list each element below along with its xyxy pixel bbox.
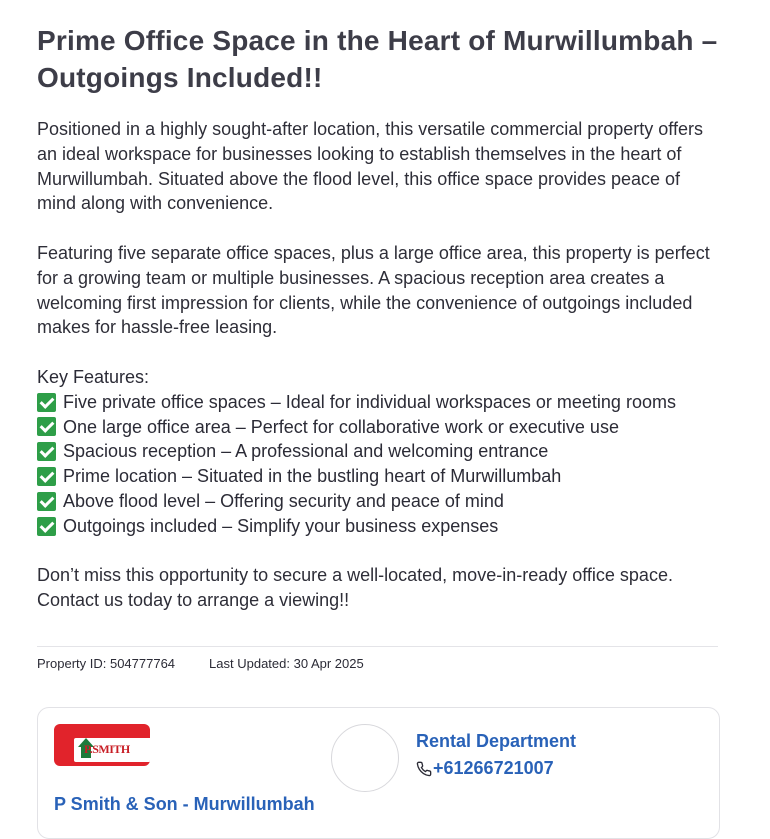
feature-text: Outgoings included – Simplify your business expenses [63, 515, 499, 536]
property-id: Property ID: 504777764 [37, 655, 176, 671]
description-paragraph-2: Featuring five separate office spaces, plus a large office area, this property is perfect for a growing team or multiple businesses. A spacious reception area creates a welcoming first impression for clients, while the convenience of outgoings included makes for hassle-free leasing. [37, 242, 710, 338]
phone-link[interactable] [416, 758, 554, 779]
feature-text: Prime location – Situated in the bustling heart of Murwillumbah [63, 466, 562, 487]
feature-list [37, 390, 718, 539]
check-box-icon [37, 442, 56, 461]
feature-item [37, 464, 718, 489]
listing-meta [37, 656, 718, 671]
check-box-icon [37, 517, 56, 536]
phone-icon [416, 761, 432, 777]
agent-name-link[interactable]: Rental Department [416, 731, 577, 751]
divider [37, 646, 718, 647]
feature-text: Above flood level – Offering security and peace of mind [63, 490, 504, 511]
check-box-icon [37, 467, 56, 486]
feature-item [37, 514, 718, 539]
feature-item [37, 415, 718, 440]
feature-item [37, 439, 718, 464]
agent-avatar [331, 724, 399, 792]
listing-title: Prime Office Space in the Heart of Murwillumbah – Outgoings Included!! [37, 25, 718, 93]
agency-logo[interactable] [54, 724, 150, 766]
feature-text: Spacious reception – A professional and welcoming entrance [63, 441, 549, 462]
agent-card [37, 707, 720, 839]
check-box-icon [37, 492, 56, 511]
feature-text: Five private office spaces – Ideal for individual workspaces or meeting rooms [63, 391, 676, 412]
feature-item [37, 489, 718, 514]
phone-number: +61266721007 [433, 758, 554, 778]
agency-name-link[interactable]: P Smith & Son - Murwillumbah [54, 794, 315, 814]
logo-text: P.SMITH [84, 742, 130, 756]
check-box-icon [37, 417, 56, 436]
description-paragraph-1: Positioned in a highly sought-after location, this versatile commercial property offers an ideal workspace for businesses looking to establish themselves in the heart of Murwillumbah. Situated above the flood level, this office space provides peace of mind along with convenience. [37, 119, 703, 214]
closing-paragraph: Don’t miss this opportunity to secure a well-located, move-in-ready office space. Contact us today to arrange a viewing!! [37, 565, 673, 611]
feature-item [37, 390, 718, 415]
key-features-label: Key Features: [37, 366, 150, 387]
last-updated: Last Updated: 30 Apr 2025 [209, 655, 364, 671]
check-box-icon [37, 393, 56, 412]
feature-text: One large office area – Perfect for collaborative work or executive use [63, 416, 619, 437]
